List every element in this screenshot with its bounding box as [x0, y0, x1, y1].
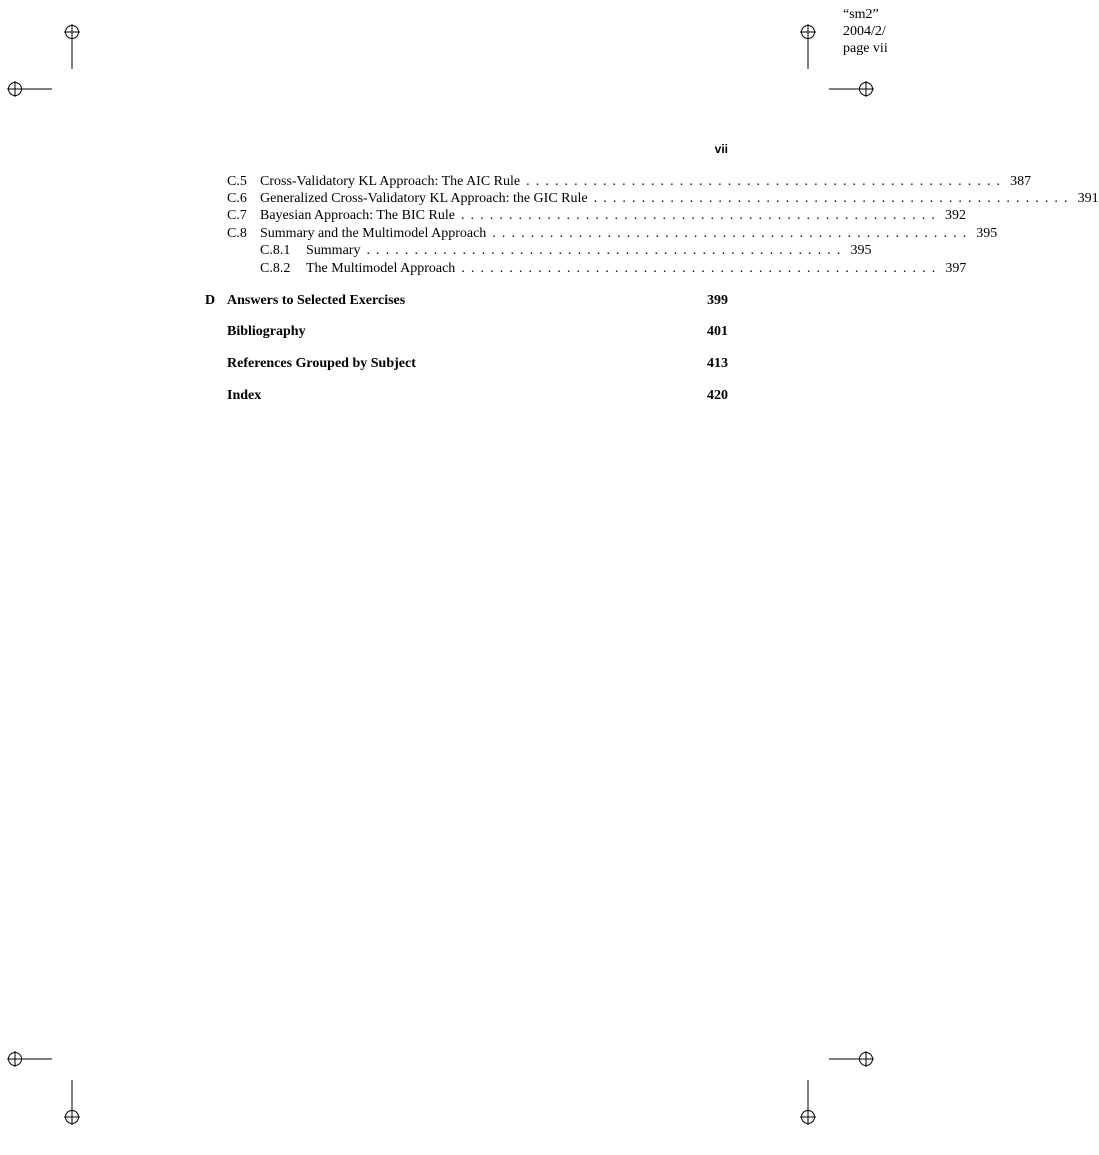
chapter-title: Answers to Selected Exercises — [227, 293, 406, 308]
leader-dots: .................................................. — [366, 243, 847, 258]
section-title: Cross-Validatory KL Approach: The AIC Rule — [260, 174, 521, 189]
section-page: 387 — [1010, 174, 1032, 189]
registration-mark-left-top — [7, 81, 53, 99]
leader-dots: .................................................. — [526, 174, 1007, 189]
section-title: Generalized Cross-Validatory KL Approach: the GIC Rule — [260, 191, 588, 206]
section-page: 391 — [1077, 191, 1099, 206]
leader-dots: .................................................. — [461, 261, 942, 276]
toc-subsection-entry[interactable] — [260, 260, 967, 277]
registration-mark-right-bottom — [829, 1051, 875, 1069]
chapter-page: 420 — [707, 388, 728, 403]
toc-chapter-entry[interactable] — [205, 292, 728, 309]
subsection-page: 395 — [850, 243, 872, 258]
subsection-number: C.8.2 — [260, 261, 291, 276]
section-page: 395 — [976, 226, 998, 241]
subsection-number: C.8.1 — [260, 243, 291, 258]
toc-section-entry[interactable] — [227, 207, 966, 224]
page-label: page vii — [843, 41, 888, 56]
file-tag: “sm2” — [843, 7, 879, 22]
registration-mark-left-bottom — [7, 1051, 53, 1069]
toc-section-entry[interactable] — [227, 190, 1099, 207]
leader-dots: .................................................. — [460, 208, 941, 223]
leader-dots: .................................................. — [492, 226, 973, 241]
toc-chapter-entry[interactable] — [227, 323, 728, 340]
crop-mark-top-left — [64, 24, 82, 70]
subsection-title: The Multimodel Approach — [306, 261, 456, 276]
chapter-title: References Grouped by Subject — [227, 356, 416, 371]
toc-section-entry[interactable] — [227, 225, 998, 242]
section-number: C.6 — [227, 191, 247, 206]
section-title: Bayesian Approach: The BIC Rule — [260, 208, 455, 223]
section-title: Summary and the Multimodel Approach — [260, 226, 487, 241]
section-number: C.5 — [227, 174, 247, 189]
section-number: C.8 — [227, 226, 247, 241]
section-page: 392 — [944, 208, 966, 223]
toc-chapter-entry[interactable] — [227, 387, 728, 404]
registration-mark-right-top — [829, 81, 875, 99]
chapter-page: 399 — [707, 293, 728, 308]
toc-subsection-entry[interactable] — [260, 242, 872, 259]
chapter-letter: D — [205, 293, 216, 308]
page-number: vii — [714, 142, 728, 156]
section-number: C.7 — [227, 208, 247, 223]
crop-mark-top-right — [800, 24, 818, 70]
toc-chapter-entry[interactable] — [227, 355, 728, 372]
subsection-title: Summary — [306, 243, 361, 258]
subsection-page: 397 — [945, 261, 967, 276]
crop-mark-bottom-left — [64, 1080, 82, 1126]
print-date: 2004/2/ — [843, 24, 886, 39]
chapter-title: Index — [227, 388, 262, 403]
print-header-info — [843, 6, 888, 57]
toc-section-entry[interactable] — [227, 173, 1032, 190]
chapter-page: 401 — [707, 324, 728, 339]
chapter-title: Bibliography — [227, 324, 306, 339]
crop-mark-bottom-right — [800, 1080, 818, 1126]
chapter-page: 413 — [707, 356, 728, 371]
leader-dots: .................................................. — [593, 191, 1074, 206]
